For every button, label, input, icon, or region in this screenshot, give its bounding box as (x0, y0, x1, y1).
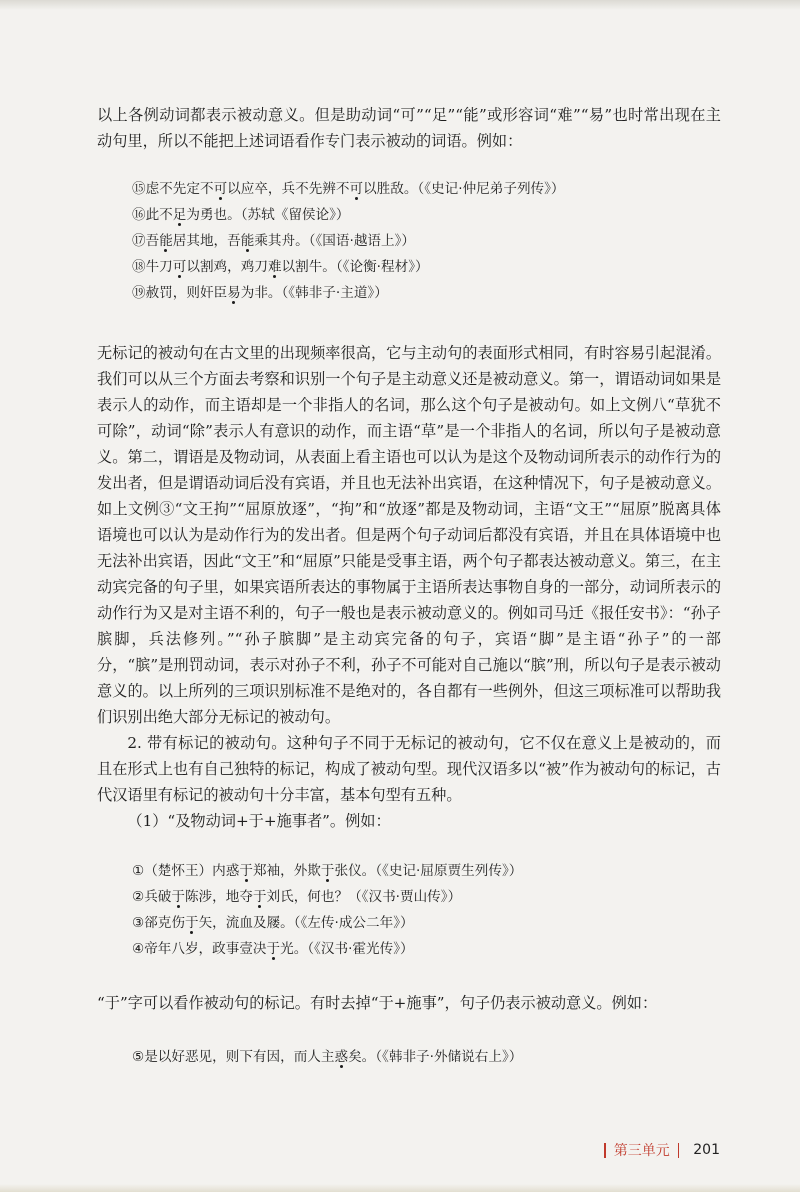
example-text: 吾 (145, 233, 160, 249)
example-text: 以胜敌。 (363, 181, 418, 197)
example-list-b (132, 858, 732, 962)
paragraph-pattern-1: （1）“及物动词+于+施事者”。例如： (127, 812, 391, 830)
example-number: ⑰ (132, 233, 146, 249)
example-number: ⑲ (132, 285, 146, 301)
example-number: ③ (132, 915, 145, 931)
example-sentence (132, 280, 732, 306)
example-source: （《汉书·贾山传》） (348, 889, 462, 905)
example-text: 以割牛。 (281, 259, 336, 275)
emphasized-char: 于 (184, 915, 199, 931)
emphasized-char: 于 (266, 941, 281, 957)
example-source: （《国语·越语上》） (308, 233, 415, 249)
example-text: 乘其舟。 (254, 233, 309, 249)
example-sentence (132, 202, 732, 228)
example-text: 矣。 (348, 1049, 376, 1065)
example-text: 虑不先定不 (145, 181, 214, 197)
example-list-c (132, 1044, 732, 1070)
paragraph-unmarked-passive: 无标记的被动句在古文里的出现频率很高，它与主动句的表面形式相同，有时容易引起混淆。我们可以从三个方面去考察和识别一个句子是主动意义还是被动意义。第一，谓语动词如果是表示人的动作，而主语却是一个非指人的名词，那么这个句子是被动句。如上文例八“草犹不可除”，动词“除”表示人有意识的动作，而主语“草”是一个非指人的名词，所以句子是被动意义。第二，谓语是及物动词，从表面上看主语也可以认为是这个及物动词所表示的动作行为的发出者，但是谓语动词后没有宾语，并且也无法补出宾语，在这种情况下，句子是被动意义。如上文例③“文王拘”“屈原放逐”，“拘”和“放逐”都是及物动词，主语“文王”“屈原”脱离具体语境也可以认为是动作行为的发出者。但是两个句子动词后都没有宾语，并且在具体语境中也无法补出宾语，因此“文王”和“屈原”只能是受事主语，两个句子都表达被动意义。第三，在主动宾完备的句子里，如果宾语所表达的事物属于主语所表达事物自身的一部分，动词所表示的动作行为又是对主语不利的，句子一般也是表示被动意义的。例如司马迁《报任安书》：“孙子膑脚，兵法修列。”“孙子膑脚”是主动宾完备的句子，宾语“脚”是主语“孙子”的一部分，“膑”是刑罚动词，表示对孙子不利，孙子不可能对自己施以“膑”刑，所以句子是表示被动意义的。以上所列的三项识别标准不是绝对的，各自都有一些例外，但这三项标准可以帮助我们识别出绝大部分无标记的被动句。 (97, 344, 721, 726)
footer-divider (604, 1143, 606, 1158)
emphasized-char: 足 (172, 207, 187, 223)
example-number: ⑱ (132, 259, 146, 275)
paragraph-intro: 以上各例动词都表示被动意义。但是助动词“可”“足”“能”或形容词“难”“易”也时常出现在主动句里，所以不能把上述词语看作专门表示被动的词语。例如： (97, 106, 721, 150)
example-text: 张仪。 (334, 863, 376, 879)
example-sentence (132, 176, 732, 202)
example-source: （《史记·屈原贾生列传》） (375, 863, 523, 879)
example-number: ② (132, 889, 145, 905)
example-sentence (132, 910, 732, 936)
example-source: （《左传·成公二年》） (293, 915, 414, 931)
page-footer (596, 1140, 720, 1160)
example-source: （《汉书·霍光传》） (307, 941, 414, 957)
example-text: 光。 (280, 941, 308, 957)
page-bottom-edge (0, 1184, 800, 1192)
example-text: 是以好恶见，则下有因，而人主 (144, 1049, 335, 1065)
example-number: ① (132, 863, 145, 879)
example-number: ⑤ (132, 1049, 145, 1065)
emphasized-char: 于 (239, 863, 253, 879)
example-sentence (132, 936, 732, 962)
example-source: （《论衡·程材》） (335, 259, 429, 275)
emphasized-char: 于 (171, 889, 185, 905)
emphasized-char: 可 (349, 181, 364, 197)
example-number: ④ (132, 941, 145, 957)
example-sentence (132, 1044, 732, 1070)
emphasized-char: 惑 (334, 1049, 349, 1065)
example-source: （《韩非子·主道》） (281, 285, 388, 301)
emphasized-char: 可 (172, 259, 187, 275)
emphasized-char: 能 (240, 233, 255, 249)
example-text: 为非。 (240, 285, 282, 301)
example-text: 矢，流血及屦。 (198, 915, 294, 931)
emphasized-char: 易 (227, 285, 241, 301)
example-text: 帝年八岁，政事壹决 (144, 941, 267, 957)
example-number: ⑯ (132, 207, 146, 223)
example-text: 兵破 (144, 889, 172, 905)
example-source: （苏轼《留侯论》） (240, 207, 350, 223)
example-text: 牛刀 (145, 259, 173, 275)
example-text: 郤克伤 (144, 915, 185, 931)
example-text: 以割鸡，鸡刀 (186, 259, 268, 275)
page-top-edge (0, 0, 800, 10)
example-sentence (132, 858, 732, 884)
emphasized-char: 能 (159, 233, 173, 249)
example-text: 刘氏，何也？ (266, 889, 349, 905)
example-sentence (132, 228, 732, 254)
paragraph-marked-passive: 2. 带有标记的被动句。这种句子不同于无标记的被动句，它不仅在意义上是被动的，而且在形式上也有自己独特的标记，构成了被动句型。现代汉语多以“被”作为被动句的标记，古代汉语里有标记的被动句十分丰富，基本句型有五种。 (97, 734, 721, 804)
example-number: ⑮ (132, 181, 146, 197)
example-list-a (132, 176, 732, 306)
example-text: 为勇也。 (186, 207, 241, 223)
example-source: （《韩非子·外储说右上》） (375, 1049, 523, 1065)
example-text: 郑袖，外欺 (252, 863, 321, 879)
example-text: （楚怀王）内惑 (144, 863, 240, 879)
example-sentence (132, 254, 732, 280)
example-sentence (132, 884, 732, 910)
example-text: 陈涉，地夺 (184, 889, 253, 905)
paragraph-yu-marker: “于”字可以看作被动句的标记。有时去掉“于+施事”，句子仍表示被动意义。例如： (97, 994, 658, 1012)
emphasized-char: 难 (267, 259, 282, 275)
emphasized-char: 于 (320, 863, 335, 879)
unit-label: 第三单元 (613, 1143, 670, 1159)
example-source: （《史记·仲尼弟子列传》） (417, 181, 565, 197)
emphasized-char: 可 (213, 181, 228, 197)
emphasized-char: 于 (252, 889, 267, 905)
example-text: 居其地，吾 (172, 233, 241, 249)
footer-divider (678, 1143, 680, 1158)
example-text: 以应卒，兵不先辨不 (227, 181, 350, 197)
example-text: 此不 (145, 207, 173, 223)
example-text: 赦罚，则奸臣 (145, 285, 228, 301)
page-number: 201 (693, 1142, 720, 1158)
